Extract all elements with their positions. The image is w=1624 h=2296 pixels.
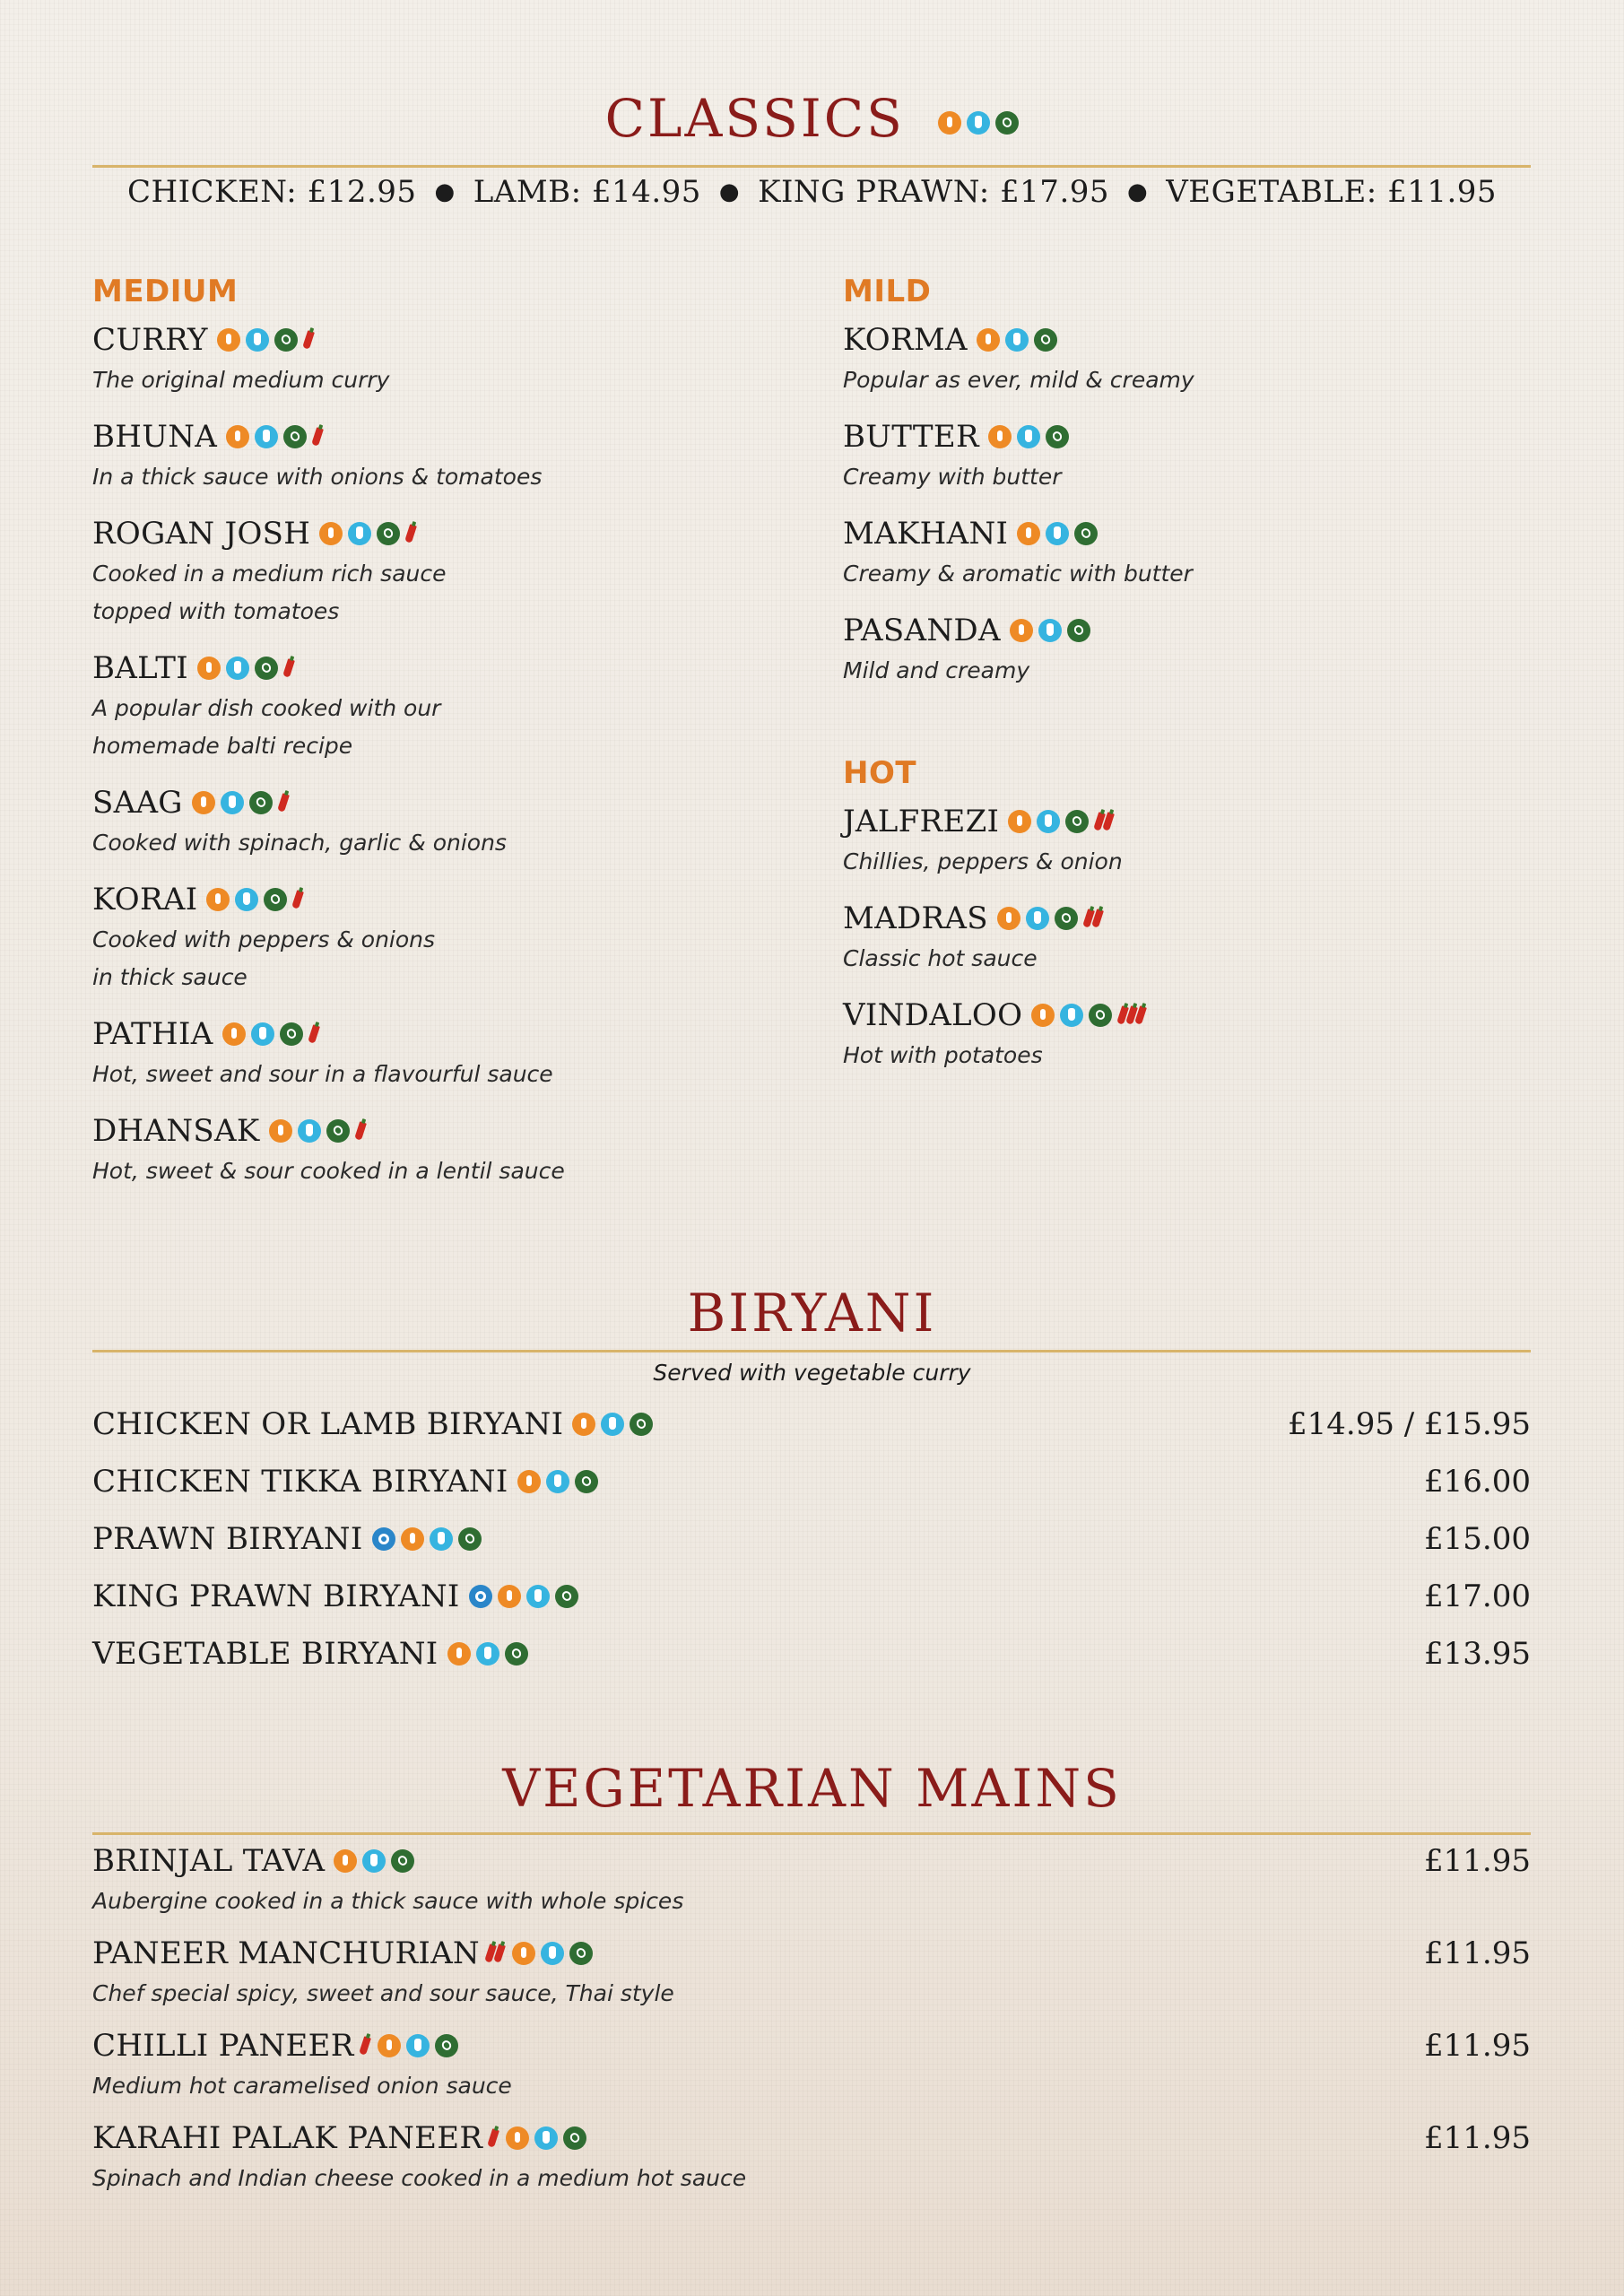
menu-item: [843, 804, 1578, 881]
egg-icon: [517, 1470, 541, 1493]
chili-icon: [487, 2128, 499, 2147]
allergen-icons: [1031, 1004, 1112, 1027]
biryani-row: [92, 1636, 1531, 1672]
vegetarian-item: [92, 1935, 1531, 2013]
spice-level: [1119, 1006, 1144, 1024]
chili-icon: [292, 890, 305, 909]
egg-icon: [506, 2126, 529, 2150]
price-vegetable: VEGETABLE: £11.95: [1166, 174, 1498, 210]
description-line: Classic hot sauce: [843, 945, 1038, 971]
description-line: homemade balti recipe: [92, 733, 353, 759]
description-line: Hot with potatoes: [843, 1042, 1043, 1068]
item-name: DHANSAK: [92, 1113, 260, 1149]
category-mild: MILD: [843, 274, 932, 309]
menu-item: [92, 785, 828, 862]
nut-icon: [563, 2126, 586, 2150]
egg-icon: [401, 1527, 424, 1551]
vegetarian-item: [92, 2028, 1531, 2105]
description-line: Hot, sweet & sour cooked in a lentil sauce: [92, 1158, 565, 1184]
milk-icon: [534, 2126, 558, 2150]
biryani-name-row: [92, 1521, 482, 1557]
biryani-name-row: [92, 1578, 578, 1614]
vegetarian-row: [92, 2028, 1531, 2064]
vegetarian-row: [92, 2120, 1531, 2156]
hot-column: [843, 755, 1578, 1094]
milk-icon: [967, 111, 990, 135]
item-name: ROGAN JOSH: [92, 516, 311, 552]
vegetarian-name: CHILLI PANEER: [92, 2028, 354, 2064]
description-line: Mild and creamy: [843, 657, 1030, 683]
fish-icon: [372, 1527, 395, 1551]
biryani-name: KING PRAWN BIRYANI: [92, 1578, 460, 1614]
milk-icon: [526, 1585, 550, 1608]
item-name: KORMA: [843, 322, 968, 358]
description-line: Creamy with butter: [843, 464, 1062, 490]
spice-level: [1085, 909, 1101, 927]
chili-icon: [404, 524, 417, 543]
item-name-row: [92, 322, 828, 358]
biryani-name: CHICKEN TIKKA BIRYANI: [92, 1464, 508, 1500]
vegetarian-name-row: [92, 1843, 414, 1879]
item-description: [843, 361, 1578, 399]
item-description: [92, 690, 828, 765]
nut-icon: [264, 888, 287, 911]
allergen-icons: [447, 1642, 528, 1665]
price-chicken: CHICKEN: £12.95: [126, 174, 417, 210]
milk-icon: [235, 888, 258, 911]
item-name-row: [92, 882, 828, 918]
vegetarian-description: Medium hot caramelised onion sauce: [92, 2073, 512, 2099]
egg-icon: [938, 111, 961, 135]
allergen-icons: [512, 1942, 593, 1965]
chili-icon: [282, 658, 295, 677]
description-line: Chillies, peppers & onion: [843, 848, 1123, 874]
menu-item: [843, 516, 1578, 593]
item-name-row: [92, 1016, 828, 1052]
price-lamb: LAMB: £14.95: [473, 174, 701, 210]
category-hot: HOT: [843, 755, 917, 791]
spice-level: [314, 428, 321, 446]
item-name: BHUNA: [92, 419, 218, 455]
spice-level: [280, 794, 287, 812]
vegetarian-name: BRINJAL TAVA: [92, 1843, 326, 1879]
item-name: VINDALOO: [843, 997, 1023, 1033]
biryani-row: [92, 1406, 1531, 1442]
nut-icon: [249, 791, 273, 814]
nut-icon: [1055, 907, 1078, 930]
item-name-row: [843, 997, 1578, 1033]
spice-level: [310, 1025, 317, 1043]
description-line: The original medium curry: [92, 367, 390, 393]
biryani-row: [92, 1521, 1531, 1557]
menu-item: [92, 1016, 828, 1093]
item-description: [843, 1037, 1578, 1074]
nut-icon: [255, 657, 278, 680]
fish-icon: [469, 1585, 492, 1608]
egg-icon: [1010, 619, 1033, 642]
item-description: [92, 458, 828, 496]
spice-level: [294, 891, 301, 909]
allergen-icons: [977, 328, 1057, 352]
spice-level: [407, 525, 414, 543]
item-description: [843, 555, 1578, 593]
item-description: [843, 652, 1578, 690]
biryani-title: BIRYANI: [687, 1283, 937, 1344]
item-description: [92, 824, 828, 862]
egg-icon: [217, 328, 240, 352]
biryani-price: £17.00: [1424, 1578, 1531, 1614]
menu-item: [92, 650, 828, 765]
price-king-prawn: KING PRAWN: £17.95: [758, 174, 1110, 210]
egg-icon: [222, 1022, 246, 1046]
milk-icon: [476, 1642, 499, 1665]
milk-icon: [1026, 907, 1049, 930]
biryani-price: £14.95 / £15.95: [1287, 1406, 1531, 1442]
nut-icon: [1065, 810, 1089, 833]
nut-icon: [1089, 1004, 1112, 1027]
spice-level: [1096, 813, 1112, 831]
milk-icon: [406, 2034, 430, 2057]
nut-icon: [555, 1585, 578, 1608]
vegetarian-name-row: [92, 2120, 586, 2156]
vegetarian-price: £11.95: [1424, 2120, 1531, 2156]
vegetarian-name-row: [92, 2028, 458, 2064]
allergen-icons: [319, 522, 400, 545]
allergen-icons: [506, 2126, 586, 2150]
vegetarian-title: VEGETARIAN MAINS: [502, 1758, 1122, 1819]
nut-icon: [283, 425, 307, 448]
spice-level: [305, 331, 312, 349]
item-name-row: [843, 322, 1578, 358]
allergen-icons: [217, 328, 298, 352]
item-name: CURRY: [92, 322, 208, 358]
item-description: [92, 361, 828, 399]
nut-icon: [1067, 619, 1090, 642]
description-line: Cooked with peppers & onions: [92, 926, 436, 952]
chili-icon: [302, 330, 315, 349]
menu-item: [92, 516, 828, 631]
biryani-price: £16.00: [1424, 1464, 1531, 1500]
allergen-icons: [1010, 619, 1090, 642]
menu-item: [843, 997, 1578, 1074]
item-description: [843, 843, 1578, 881]
allergen-icons: [372, 1527, 482, 1551]
milk-icon: [1005, 328, 1029, 352]
nut-icon: [569, 1942, 593, 1965]
spice-level: [490, 2129, 497, 2147]
nut-icon: [575, 1470, 598, 1493]
vegetarian-name-row: [92, 1935, 593, 1971]
allergen-icons: [222, 1022, 303, 1046]
item-name-row: [843, 900, 1578, 936]
menu-item: [92, 419, 828, 496]
classics-prices: CHICKEN: £12.95 ● LAMB: £14.95 ● KING PRAWN: £17.95 ● VEGETABLE: £11.95: [126, 174, 1498, 210]
biryani-price: £13.95: [1424, 1636, 1531, 1672]
chili-icon: [277, 793, 290, 812]
egg-icon: [977, 328, 1000, 352]
menu-item: [92, 882, 828, 996]
item-name-row: [843, 804, 1578, 839]
milk-icon: [221, 791, 244, 814]
item-description: [92, 1056, 828, 1093]
item-name: BALTI: [92, 650, 188, 686]
description-line: Cooked with spinach, garlic & onions: [92, 830, 507, 856]
nut-icon: [1046, 425, 1069, 448]
biryani-row: [92, 1578, 1531, 1614]
nut-icon: [1074, 522, 1098, 545]
item-name: MAKHANI: [843, 516, 1009, 552]
spice-level: [285, 659, 292, 677]
menu-item: [843, 322, 1578, 399]
vegetarian-row: [92, 1935, 1531, 1971]
nut-icon: [1034, 328, 1057, 352]
milk-icon: [1038, 619, 1062, 642]
allergen-icons: [517, 1470, 598, 1493]
description-line: In a thick sauce with onions & tomatoes: [92, 464, 543, 490]
biryani-row: [92, 1464, 1531, 1500]
allergen-icons: [192, 791, 273, 814]
egg-icon: [334, 1849, 357, 1873]
spice-level: [487, 1944, 503, 1962]
vegetarian-row: [92, 1843, 1531, 1879]
menu-item: [843, 900, 1578, 978]
description-line: Cooked in a medium rich sauce: [92, 561, 447, 587]
vegetarian-description: Chef special spicy, sweet and sour sauce, Thai style: [92, 1980, 674, 2006]
egg-icon: [192, 791, 215, 814]
vegetarian-name: KARAHI PALAK PANEER: [92, 2120, 483, 2156]
nut-icon: [995, 111, 1019, 135]
item-description: [92, 921, 828, 996]
egg-icon: [319, 522, 343, 545]
biryani-name-row: [92, 1464, 598, 1500]
description-line: Creamy & aromatic with butter: [843, 561, 1193, 587]
milk-icon: [251, 1022, 274, 1046]
egg-icon: [378, 2034, 401, 2057]
allergen-icons: [1008, 810, 1089, 833]
allergen-icons: [572, 1413, 653, 1436]
vegetarian-description: Aubergine cooked in a thick sauce with whole spices: [92, 1888, 684, 1914]
allergen-icons: [988, 425, 1069, 448]
milk-icon: [601, 1413, 624, 1436]
biryani-divider: [92, 1350, 1531, 1352]
vegetarian-description: Spinach and Indian cheese cooked in a medium hot sauce: [92, 2165, 747, 2191]
classics-title-row: [0, 88, 1624, 149]
nut-icon: [630, 1413, 653, 1436]
nut-icon: [280, 1022, 303, 1046]
vegetarian-price: £11.95: [1424, 1935, 1531, 1971]
chili-icon: [359, 2036, 371, 2055]
vegetarian-name: PANEER MANCHURIAN: [92, 1935, 480, 1971]
biryani-name: PRAWN BIRYANI: [92, 1521, 363, 1557]
description-line: A popular dish cooked with our: [92, 695, 441, 721]
egg-icon: [1031, 1004, 1055, 1027]
egg-icon: [206, 888, 230, 911]
milk-icon: [255, 425, 278, 448]
item-name: SAAG: [92, 785, 183, 821]
milk-icon: [1060, 1004, 1083, 1027]
item-name: PATHIA: [92, 1016, 213, 1052]
classics-divider: [92, 165, 1531, 168]
allergen-icons: [997, 907, 1078, 930]
egg-icon: [572, 1413, 595, 1436]
nut-icon: [391, 1849, 414, 1873]
nut-icon: [505, 1642, 528, 1665]
classics-title: CLASSICS: [604, 88, 905, 149]
biryani-name-row: [92, 1636, 528, 1672]
spice-level: [361, 2037, 369, 2055]
milk-icon: [226, 657, 249, 680]
biryani-name: CHICKEN OR LAMB BIRYANI: [92, 1406, 564, 1442]
biryani-price: £15.00: [1424, 1521, 1531, 1557]
chili-icon: [308, 1024, 320, 1043]
allergen-icons: [206, 888, 287, 911]
nut-icon: [435, 2034, 458, 2057]
description-line: Hot, sweet and sour in a flavourful sauce: [92, 1061, 553, 1087]
allergen-icons: [469, 1585, 578, 1608]
menu-item: [92, 322, 828, 399]
item-name: MADRAS: [843, 900, 988, 936]
egg-icon: [226, 425, 249, 448]
allergen-icons: [334, 1849, 414, 1873]
category-medium: MEDIUM: [92, 274, 239, 309]
item-name-row: [843, 516, 1578, 552]
menu-item: [843, 613, 1578, 690]
egg-icon: [197, 657, 221, 680]
milk-icon: [546, 1470, 569, 1493]
item-description: [843, 458, 1578, 496]
item-description: [92, 555, 828, 631]
egg-icon: [1017, 522, 1040, 545]
spice-level: [357, 1122, 364, 1140]
milk-icon: [246, 328, 269, 352]
biryani-subtitle: Served with vegetable curry: [653, 1360, 971, 1386]
egg-icon: [447, 1642, 471, 1665]
biryani-name-row: [92, 1406, 653, 1442]
allergen-icons: [226, 425, 307, 448]
allergen-icons: [1017, 522, 1098, 545]
item-name-row: [92, 419, 828, 455]
item-name-row: [92, 516, 828, 552]
milk-icon: [430, 1527, 453, 1551]
milk-icon: [362, 1849, 386, 1873]
item-name: BUTTER: [843, 419, 979, 455]
item-name-row: [843, 419, 1578, 455]
vegetarian-price: £11.95: [1424, 1843, 1531, 1879]
nut-icon: [326, 1119, 350, 1143]
item-name-row: [92, 1113, 828, 1149]
egg-icon: [269, 1119, 292, 1143]
allergen-icons: [378, 2034, 458, 2057]
milk-icon: [1017, 425, 1040, 448]
item-name-row: [843, 613, 1578, 648]
description-line: in thick sauce: [92, 964, 248, 990]
description-line: Popular as ever, mild & creamy: [843, 367, 1194, 393]
medium-column: [92, 274, 828, 1210]
egg-icon: [988, 425, 1012, 448]
item-name: PASANDA: [843, 613, 1001, 648]
vegetarian-item: [92, 2120, 1531, 2197]
vegetarian-item: [92, 1843, 1531, 1920]
allergen-icons: [197, 657, 278, 680]
item-description: [92, 1152, 828, 1190]
item-name: KORAI: [92, 882, 198, 918]
milk-icon: [1037, 810, 1060, 833]
description-line: topped with tomatoes: [92, 598, 340, 624]
milk-icon: [348, 522, 371, 545]
egg-icon: [997, 907, 1020, 930]
item-description: [843, 940, 1578, 978]
egg-icon: [512, 1942, 535, 1965]
egg-icon: [498, 1585, 521, 1608]
chili-icon: [354, 1121, 367, 1140]
allergen-icons: [269, 1119, 350, 1143]
mild-column: [843, 274, 1578, 709]
vegetarian-price: £11.95: [1424, 2028, 1531, 2064]
item-name: JALFREZI: [843, 804, 1000, 839]
milk-icon: [541, 1942, 564, 1965]
item-name-row: [92, 785, 828, 821]
chili-icon: [311, 427, 324, 446]
milk-icon: [1046, 522, 1069, 545]
vegetarian-divider: [92, 1832, 1531, 1835]
menu-item: [92, 1113, 828, 1190]
nut-icon: [458, 1527, 482, 1551]
menu-item: [843, 419, 1578, 496]
nut-icon: [377, 522, 400, 545]
biryani-name: VEGETABLE BIRYANI: [92, 1636, 439, 1672]
item-name-row: [92, 650, 828, 686]
milk-icon: [298, 1119, 321, 1143]
nut-icon: [274, 328, 298, 352]
egg-icon: [1008, 810, 1031, 833]
